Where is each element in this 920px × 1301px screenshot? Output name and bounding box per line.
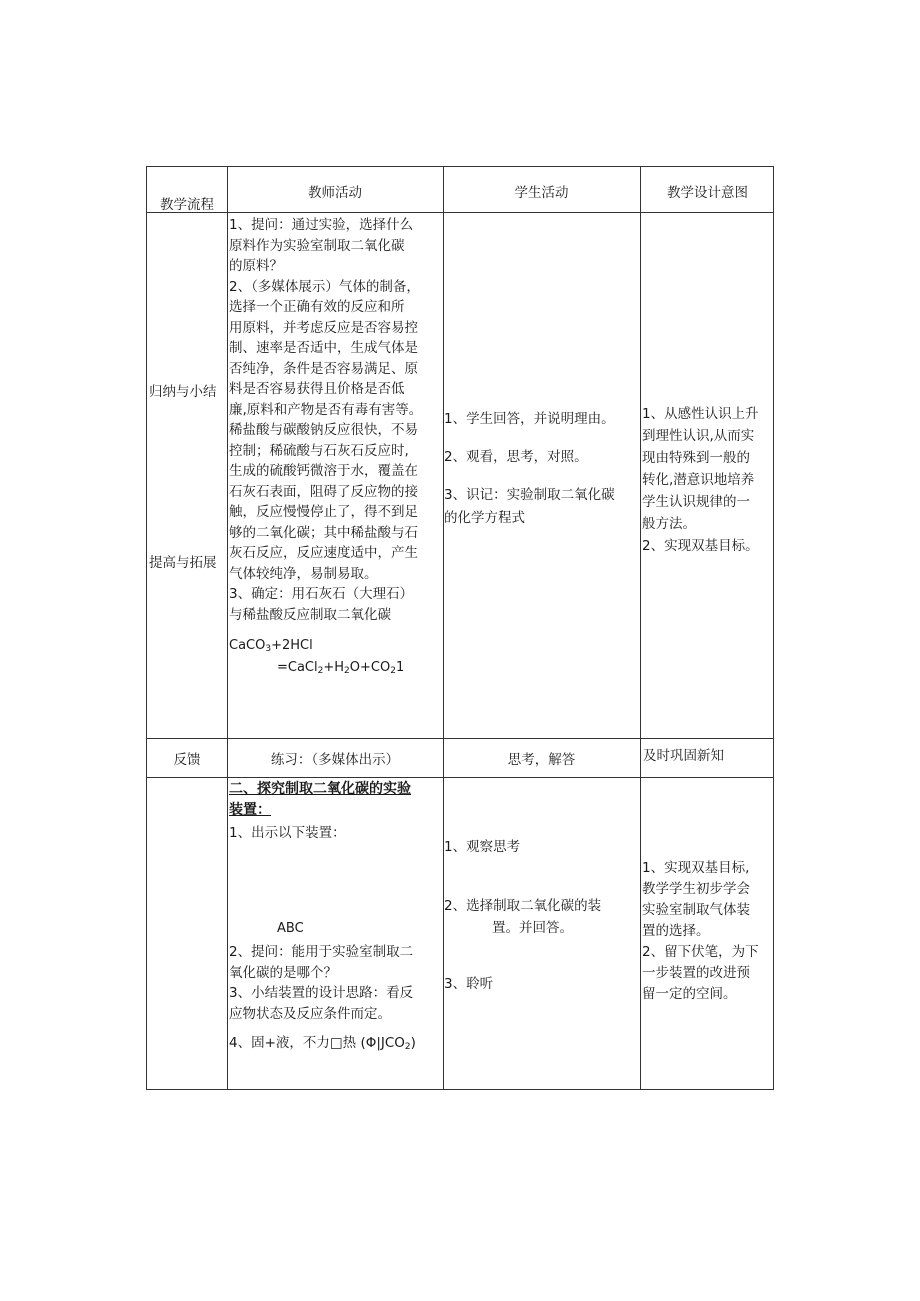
teacher-line: 3、小结装置的设计思路：看反	[229, 985, 414, 1001]
teacher-line: 灰石反应，反应速度适中，产生	[229, 545, 418, 561]
eq-part: +H	[323, 660, 345, 675]
teacher-line: 否纯净，条件是否容易满足、原	[229, 360, 418, 377]
student-line: 2、观看，思考，对照。	[444, 449, 588, 465]
student-feedback: 思考，解答	[507, 752, 576, 768]
intent-line: 2、留下伏笔，为下	[642, 944, 759, 960]
teacher-line: 与稀盐酸反应制取二氧化碳	[229, 606, 391, 623]
header-student-activity: 学生活动	[514, 185, 569, 201]
row-divider	[147, 777, 773, 778]
eq-sub: 3	[265, 644, 272, 654]
intent-line: 2、实现双基目标。	[642, 538, 759, 554]
teacher-line: 廉,原料和产物是否有毒有害等。	[229, 401, 423, 418]
intent-feedback: 及时巩固新知	[643, 748, 724, 764]
header-teacher-activity: 教师活动	[308, 185, 362, 201]
teacher-line: 用原料，并考虑反应是否容易控	[229, 319, 418, 336]
student-line: 1、学生回答，并说明理由。	[444, 411, 615, 427]
design-intent-3	[642, 858, 759, 1005]
intent-line: 般方法。	[642, 516, 696, 532]
eq-part: +2HCl	[271, 638, 313, 653]
equation-rhs	[277, 658, 404, 679]
teacher-feedback: 练习：（多媒体出示）	[270, 752, 400, 768]
eq-part: CaCO	[229, 638, 266, 653]
teacher-line: 生成的硫酸钙微溶于水，覆盖在	[229, 463, 418, 479]
intent-line: 留一定的空间。	[642, 986, 737, 1002]
eq-sub: 2	[317, 666, 324, 676]
intent-line: 1、从感性认识上升	[642, 406, 759, 422]
eq-part: O+CO	[349, 660, 391, 675]
eq-sub: 2	[344, 666, 350, 676]
intent-line: 现由特殊到一般的	[642, 450, 750, 466]
student-listen: 3、聆听	[444, 976, 494, 992]
stage-extension: 提高与拓展	[149, 555, 217, 571]
teacher-activity-3	[229, 942, 413, 1024]
teacher-line: 气体较纯净，易制易取。	[229, 565, 378, 582]
stage-feedback: 反馈	[173, 752, 201, 768]
teacher-line: 3、确定：用石灰石（大理石）	[229, 586, 414, 602]
row-divider	[147, 738, 773, 739]
header-design-intent: 教学设计意图	[667, 185, 748, 201]
teacher-line: 原料作为实验室制取二氧化碳	[229, 237, 405, 254]
teacher-line: 够的二氧化碳；其中稀盐酸与石	[229, 524, 418, 541]
teacher-line: 2、提问：能用于实验室制取二	[229, 944, 414, 960]
intent-line: 一步装置的改进预	[642, 965, 750, 981]
column-divider	[227, 167, 228, 1089]
intent-line: 学生认识规律的一	[642, 494, 750, 510]
teacher-line: 应物状态及反应条件而定。	[229, 1005, 391, 1022]
intent-line: 置的选择。	[642, 923, 710, 939]
teacher-line: 的原料？	[229, 258, 283, 274]
student-line: 的化学方程式	[444, 510, 525, 526]
teacher-line: 选择一个正确有效的反应和所	[229, 299, 405, 315]
teacher-line: 制、速率是否适中，生成气体是	[229, 340, 418, 356]
intent-line: 1、实现双基目标,	[642, 860, 750, 876]
device-labels: ABC	[277, 921, 304, 936]
column-divider	[443, 167, 444, 1089]
eq-part: 1	[395, 660, 405, 675]
row-divider	[147, 212, 773, 213]
teacher-line: 石灰石表面，阻碍了反应物的接	[229, 483, 418, 500]
student-select: 2、选择制取二氧化碳的装	[444, 898, 602, 914]
design-intent-1	[642, 403, 759, 557]
section-heading: 二、探究制取二氧化碳的实验	[229, 781, 411, 797]
teacher-line: 控制；稀硫酸与石灰石反应时,	[229, 442, 409, 459]
text-part: )	[410, 1035, 416, 1051]
lesson-plan-table	[146, 166, 774, 1090]
text-part: 4、固+液，不力□热 (Φ|JCO	[229, 1035, 405, 1051]
stage-summary: 归纳与小结	[149, 384, 217, 400]
teacher-line: 2、（多媒体展示）气体的制备，	[229, 278, 420, 295]
teacher-show-devices: 1、出示以下装置：	[229, 825, 346, 841]
intent-line: 到理性认识,从而实	[642, 428, 755, 444]
text-sub: 2	[404, 1042, 411, 1052]
student-line: 3、识记：实验制取二氧化碳	[444, 487, 615, 503]
eq-part: =CaCl	[277, 660, 318, 675]
teacher-line: 料是否容易获得且价格是否低	[229, 381, 405, 397]
intent-line: 实验室制取气体装	[642, 902, 750, 918]
student-observe: 1、观察思考	[444, 839, 521, 855]
teacher-line: 触，反应慢慢停止了，得不到足	[229, 504, 418, 520]
teacher-line: 稀盐酸与碳酸钠反应很快，不易	[229, 422, 418, 438]
eq-sub: 2	[390, 666, 396, 676]
student-select-cont: 置。并回答。	[492, 920, 573, 936]
intent-line: 转化,潜意识地培养	[642, 472, 755, 488]
teacher-line-last	[229, 1033, 416, 1054]
teacher-line: 氧化碳的是哪个？	[229, 964, 337, 981]
intent-line: 教学学生初步学会	[642, 881, 750, 897]
teacher-activity-1	[229, 215, 422, 625]
section-heading: 装置：	[229, 802, 271, 818]
header-process: 教学流程	[160, 197, 214, 213]
column-divider	[640, 167, 641, 1089]
teacher-line: 1、提问：通过实验，选择什么	[229, 217, 414, 233]
equation-lhs	[229, 636, 313, 657]
